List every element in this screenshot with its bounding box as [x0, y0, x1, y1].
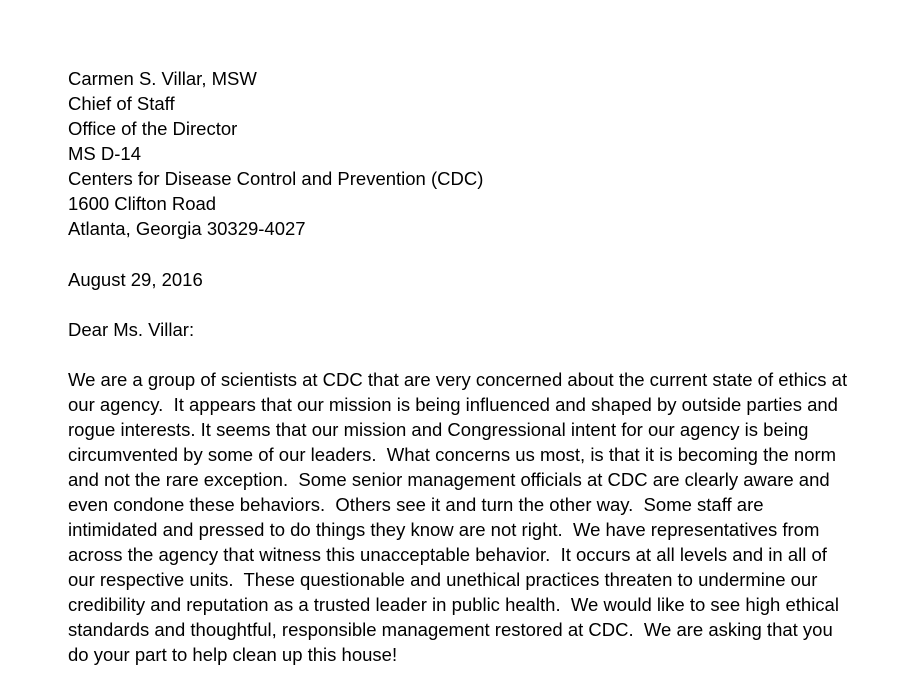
letter-date: August 29, 2016 — [68, 269, 203, 290]
body-line: credibility and reputation as a trusted leader in public health. We would like to see high ethical — [68, 594, 839, 615]
recipient-city-state-zip: Atlanta, Georgia 30329-4027 — [68, 218, 306, 239]
body-line: our agency. It appears that our mission is being influenced and shaped by outside parties and — [68, 394, 838, 415]
letter-salutation: Dear Ms. Villar: — [68, 319, 195, 340]
body-line: our respective units. These questionable and unethical practices threaten to undermine our — [68, 569, 818, 590]
recipient-organization: Centers for Disease Control and Prevention (CDC) — [68, 168, 484, 189]
body-line: and not the rare exception. Some senior management officials at CDC are clearly aware and — [68, 469, 830, 490]
body-line: even condone these behaviors. Others see it and turn the other way. Some staff are — [68, 494, 764, 515]
recipient-office: Office of the Director — [68, 118, 238, 139]
body-line: circumvented by some of our leaders. What concerns us most, is that it is becoming the norm — [68, 444, 837, 465]
body-line: intimidated and pressed to do things they know are not right. We have representatives from — [68, 519, 820, 540]
body-line: We are a group of scientists at CDC that are very concerned about the current state of ethics at — [68, 369, 848, 390]
body-line: do your part to help clean up this house! — [68, 644, 398, 665]
recipient-title: Chief of Staff — [68, 93, 175, 114]
letter-body-paragraph — [68, 367, 847, 667]
recipient-mail-stop: MS D-14 — [68, 143, 141, 164]
body-line: across the agency that witness this unacceptable behavior. It occurs at all levels and in all of — [68, 544, 827, 565]
body-line: rogue interests. It seems that our mission and Congressional intent for our agency is being — [68, 419, 809, 440]
recipient-street: 1600 Clifton Road — [68, 193, 217, 214]
body-line: standards and thoughtful, responsible management restored at CDC. We are asking that you — [68, 619, 833, 640]
recipient-name: Carmen S. Villar, MSW — [68, 68, 257, 89]
recipient-address-block — [68, 66, 483, 241]
